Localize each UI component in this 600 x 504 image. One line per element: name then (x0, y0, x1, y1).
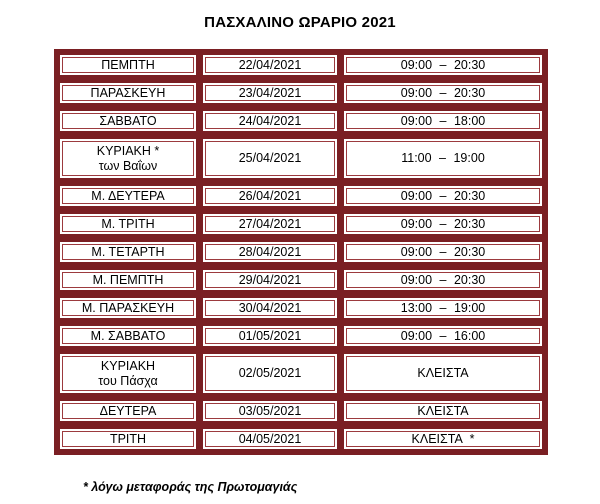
day-label: Μ. ΔΕΥΤΕΡΑ (91, 188, 165, 203)
hours-cell (343, 400, 543, 422)
hours-value: 09:00 – 20:30 (400, 85, 486, 100)
hours-value: 09:00 – 20:30 (400, 188, 486, 203)
day-label: ΣΑΒΒΑΤΟ (99, 113, 157, 128)
day-cell (59, 353, 197, 394)
date-cell: 25/04/2021 (202, 138, 338, 179)
hours-cell (343, 241, 543, 263)
hours-cell (343, 428, 543, 450)
date-cell: 23/04/2021 (202, 82, 338, 104)
table-row (59, 138, 543, 179)
hours-cell (343, 353, 543, 394)
day-cell (59, 213, 197, 235)
date-cell: 02/05/2021 (202, 353, 338, 394)
hours-value: 09:00 – 20:30 (400, 272, 486, 287)
day-label: ΚΥΡΙΑΚΗ (100, 358, 156, 373)
date-cell: 26/04/2021 (202, 185, 338, 207)
table-row (59, 269, 543, 291)
table-row (59, 428, 543, 450)
hours-cell (343, 297, 543, 319)
date-cell: 29/04/2021 (202, 269, 338, 291)
day-label: ΠΑΡΑΣΚΕΥΗ (90, 85, 166, 100)
table-row (59, 82, 543, 104)
day-cell (59, 269, 197, 291)
date-cell: 01/05/2021 (202, 325, 338, 347)
table-row (59, 325, 543, 347)
hours-value: 09:00 – 20:30 (400, 216, 486, 231)
day-sublabel: των Βαΐων (98, 158, 158, 173)
table-row (59, 213, 543, 235)
page-title: ΠΑΣΧΑΛΙΝΟ ΩΡΑΡΙΟ 2021 (204, 14, 396, 31)
hours-value: 09:00 – 20:30 (400, 244, 486, 259)
hours-cell (343, 185, 543, 207)
hours-cell (343, 269, 543, 291)
table-row (59, 54, 543, 76)
hours-value: 11:00 – 19:00 (401, 151, 485, 165)
hours-value: ΚΛΕΙΣΤΑ (417, 366, 469, 380)
date-cell: 24/04/2021 (202, 110, 338, 132)
day-label: Μ. ΣΑΒΒΑΤΟ (90, 328, 166, 343)
hours-value: 13:00 – 19:00 (400, 300, 486, 315)
hours-cell (343, 82, 543, 104)
day-cell (59, 110, 197, 132)
hours-value: 09:00 – 20:30 (400, 57, 486, 72)
table-row (59, 400, 543, 422)
day-label: ΔΕΥΤΕΡΑ (99, 403, 157, 418)
day-label: Μ. ΤΕΤΑΡΤΗ (91, 244, 165, 259)
hours-cell (343, 110, 543, 132)
hours-cell (343, 325, 543, 347)
day-cell (59, 325, 197, 347)
day-cell (59, 138, 197, 179)
hours-cell (343, 213, 543, 235)
date-cell: 27/04/2021 (202, 213, 338, 235)
date-cell: 04/05/2021 (202, 428, 338, 450)
hours-cell (343, 54, 543, 76)
day-label: Μ. ΠΕΜΠΤΗ (92, 272, 164, 287)
date-cell: 28/04/2021 (202, 241, 338, 263)
hours-cell (343, 138, 543, 179)
day-cell (59, 241, 197, 263)
day-label: Μ. ΤΡΙΤΗ (101, 216, 155, 231)
date-cell: 22/04/2021 (202, 54, 338, 76)
table-row (59, 353, 543, 394)
hours-value: ΚΛΕΙΣΤΑ (417, 403, 469, 418)
day-label: ΚΥΡΙΑΚΗ * (96, 143, 160, 158)
day-sublabel: του Πάσχα (98, 373, 158, 388)
day-cell (59, 82, 197, 104)
hours-value: 09:00 – 18:00 (400, 113, 486, 128)
day-cell (59, 297, 197, 319)
day-label: ΤΡΙΤΗ (109, 431, 147, 446)
hours-value: ΚΛΕΙΣΤΑ * (411, 431, 475, 446)
table-row (59, 297, 543, 319)
day-cell (59, 54, 197, 76)
day-cell (59, 428, 197, 450)
hours-value: 09:00 – 16:00 (400, 328, 486, 343)
day-cell (59, 400, 197, 422)
date-cell: 30/04/2021 (202, 297, 338, 319)
table-row (59, 110, 543, 132)
date-cell: 03/05/2021 (202, 400, 338, 422)
footnote: * λόγω μεταφοράς της Πρωτομαγιάς (83, 480, 298, 494)
schedule-table (54, 49, 548, 455)
day-label: ΠΕΜΠΤΗ (101, 57, 155, 72)
day-cell (59, 185, 197, 207)
table-row (59, 185, 543, 207)
table-row (59, 241, 543, 263)
day-label: Μ. ΠΑΡΑΣΚΕΥΗ (81, 300, 175, 315)
